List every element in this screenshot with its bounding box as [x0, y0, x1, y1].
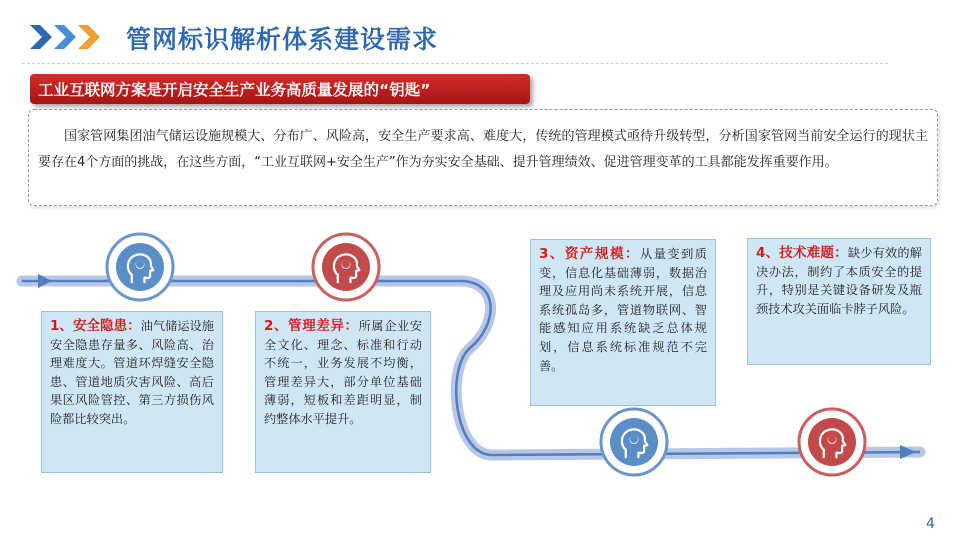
challenge-1-body: 油气储运设施安全隐患存量多、风险高、治理难度大。管道环焊缝安全隐患、管道地质灾害风险、高后果区风险管控、第三方损伤风险都比较突出。 — [50, 319, 214, 426]
challenge-2-body: 所属企业安全文化、理念、标准和行动不统一，业务发展不均衡，管理差异大，部分单位基础薄弱，短板和差距明显，制约整体水平提升。 — [264, 319, 422, 426]
challenge-2-title: 2、管理差异： — [264, 318, 359, 334]
subtitle-banner-text: 工业互联网方案是开启安全生产业务高质量发展的“钥匙” — [38, 81, 431, 99]
challenge-2-head-gear-icon — [313, 234, 379, 300]
challenge-card-1 — [41, 311, 223, 473]
challenge-4-body: 缺少有效的解决办法，制约了本质安全的提升，特别是关键设备研发及瓶颈技术攻关面临卡脖子风险。 — [756, 246, 922, 316]
challenge-3-head-gear-icon — [601, 409, 667, 475]
challenge-4-title: 4、技术难题： — [756, 245, 848, 261]
challenge-4-head-gear-icon — [799, 409, 865, 475]
challenge-3-title: 3、资产规模： — [539, 246, 640, 262]
page-number: 4 — [926, 516, 935, 532]
challenge-1-title: 1、安全隐患： — [50, 318, 141, 334]
challenge-card-4 — [747, 238, 931, 365]
page-title: 管网标识解析体系建设需求 — [126, 25, 439, 54]
challenge-card-2 — [255, 311, 431, 473]
challenge-card-3 — [530, 239, 716, 406]
challenge-1-head-gear-icon — [107, 234, 173, 300]
challenge-3-body: 从量变到质变，信息化基础薄弱，数据治理及应用尚未系统开展，信息系统孤岛多，管道物联网、智能感知应用系统缺乏总体规划，信息系统标准规范不完善。 — [539, 247, 707, 373]
intro-paragraph: 国家管网集团油气储运设施规模大、分布广、风险高，安全生产要求高、难度大，传统的管理模式亟待升级转型，分析国家管网当前安全运行的现状主要存在4个方面的挑战，在这些方面，“工业互联网+安全生产”作为夯实安全基础、提升管理绩效、促进管理变革的工具都能发挥重要作用。 — [38, 129, 928, 170]
